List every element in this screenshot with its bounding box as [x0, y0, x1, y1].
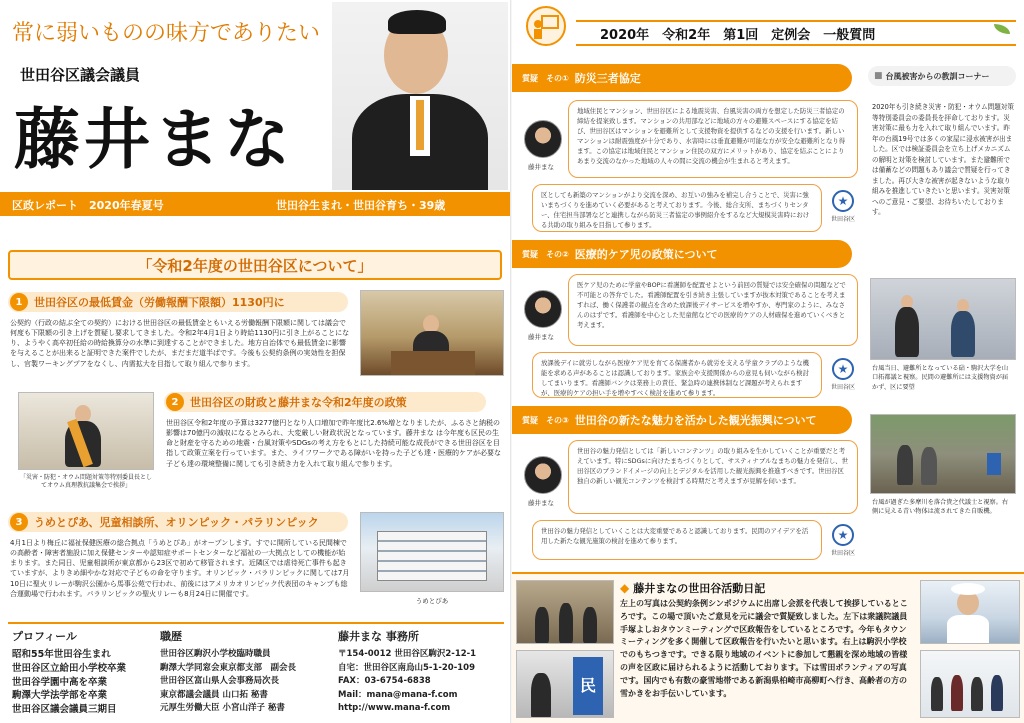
question-2-text: 医ケア児のために学童やBOPに看護師を配置せよという前回の質疑では安全確保の問題などで不可能との答弁でした。看護師配置を引き続き主張していますが抜本対策であることを考えますれば、働く保護者の観点を含めた放課後デイサービスを増やすか、専門家のように、みなさんのはずです。看護師を中心とした児童館などでの医療的ケアの人材確保を進めていくべきと考えます。: [568, 274, 858, 346]
question-1-label: 質疑 その①: [522, 73, 569, 83]
umetopia-caption: うめとぴあ: [415, 597, 449, 605]
office-home: 自宅：世田谷区南烏山5-1-20-109: [338, 662, 475, 673]
office-block: [338, 628, 508, 716]
town-meeting-photo: 民: [516, 650, 614, 718]
career-item: 元厚生労働大臣 小宮山洋子 秘書: [160, 703, 285, 714]
ward-logo: ★ 世田谷区: [824, 524, 862, 557]
symposium-photo: [516, 580, 614, 644]
question-3-header: [512, 406, 852, 434]
career-item: 駒澤大学同窓会東京都支部 副会長: [160, 662, 297, 673]
profile-item: 世田谷区議会議員三期目: [12, 704, 117, 716]
section-1-heading: [8, 292, 348, 312]
headline-box: [8, 250, 502, 280]
questioner-portrait: [524, 290, 562, 328]
answer-3-text: 世田谷の魅力発信としていくことは大変重要であると認識しております。民間のアイデアを活用した新たな観光施策の検討を進めて参ります。: [532, 520, 822, 560]
profile-item: 昭和55年世田谷生まれ: [12, 649, 111, 660]
ward-label: 世田谷区: [830, 216, 855, 223]
section-1-number: 1: [10, 293, 28, 311]
section-3-body: 4月1日より梅丘に福祉保健医療の総合拠点「うめとぴあ」がオープンします。すでに開所している民間棟での高齢者・障害者施設に加え保健センターや認知症サポートセンターなど福祉の一大拠点としての機能が始まります。また同日、児童相談所が東京都から23区で初めて移管されます。近隣区では虐待死亡事件も起きていますが、よりきめ細やかな対応で子どもの命を守ります。オリンピック・パラリンピックに関しては7月10日に聖火リレーが駒沢公園から馬事公苑で行われ、前後にはアメリカオリンピック代表団のキャンプも総合運動場で行われます。パラリンピックの聖火リレーも8月24日に開催です。: [10, 539, 350, 598]
snow-volunteer-photo: [920, 650, 1020, 718]
question-3-text: 世田谷の魅力発信としては「新しいコンテンツ」の取り組みを生かしていくことが重要だと考えています。特にSDGsに向けたまちづくりとして、サスティナブルなまちの魅力を発信し、世田谷区のブランドイメージの向上とデジタルを活用した観光振興を推進すべきです。世田谷区独自の新しい観光コンテンツを検討する時期だと考えますが見解を伺います。: [568, 440, 858, 514]
mochitsuki-photo: [920, 580, 1020, 644]
diary-body: 左上の写真は公契約条例シンポジウムに出席し会派を代表して挨拶しているところです。この場で頂いたご意見を元に議会で質疑致しました。左下は衆議院議員手塚よしおタウンミーティングで区政報告をしているところです。今年もタウンミーティングを多く開催して区政報告を行いたいと思います。右上は駒沢小学校でのもちつきです。できる限り地域のイベントに参加して懇親を深め地域の皆様の声を区政に届けられるように活動しております。下は雪田ボランティアの写真です。国内でも有数の豪雪地帯である新潟県柏崎市高柳町へ行き、高齢者の方の雪かきをお手伝いしています。: [620, 599, 908, 698]
section-3-title: うめとぴあ、児童相談所、オリンピック・パラリンピック: [34, 516, 319, 529]
ward-logo: ★ 世田谷区: [824, 358, 862, 391]
questioner-label: 藤井まな: [528, 333, 554, 341]
office-address: 〒154-0012 世田谷区駒沢2-12-1: [338, 649, 477, 659]
sidebar-body: 2020年も引き続き災害・防犯・オウム問題対策等特別委員会の委員長を拝命しております。災害対策に最も力を入れて取り組んでいます。昨年の台風19号では多くの家屋に浸水被害が出ました。区では検証委員会を立ち上げメカニズムの解明と対策を検討しています。また避難所では備蓄などの問題もあり議会で質疑を行ってきました。再び大きな被害が起きないような取り組みを推進していきたいと思います。災害対策へのご意見・ご要望、お待ちいたしております。: [872, 103, 1014, 217]
career-item: 世田谷区富山県人会事務局次長: [160, 676, 280, 687]
office-fax: FAX：03-6754-6838: [338, 676, 431, 687]
career-item: 東京都議会議員 山口拓 秘書: [160, 689, 268, 700]
answer-2-text: 放課後デイに就労しながら医療ケア児を育てる保護者から就労を支える学童クラブのような機能を求める声があることは認識しております。家族会や支援関係からの意見も伺いながら検討してまいります。看護師バンクは業務上の責任、緊急時の連携体制など課題が考えられますが、医療的ケアの担い手を増やすべく検討を進めて参ります。: [532, 352, 822, 398]
position-title: 世田谷区議会議員: [20, 66, 141, 84]
assembly-photo: [360, 290, 504, 376]
question-3-label: 質疑 その③: [522, 415, 569, 425]
profile-title: プロフィール: [12, 630, 77, 643]
river-photo: [870, 414, 1016, 494]
office-title: 藤井まな 事務所: [338, 630, 419, 643]
office-website-link[interactable]: http://www.mana-f.com: [338, 703, 451, 714]
section-2-title: 世田谷区の財政と藤井まな令和2年度の政策: [190, 396, 407, 409]
info-icon: ■: [874, 71, 883, 81]
rally-caption: 「災害・防犯・オウム問題対策等特別委員長としてオウム真理教抗議集会で挨拶」: [20, 474, 152, 490]
sidebar-title-box: [868, 66, 1016, 86]
headline-text: 「令和2年度の世田谷区について」: [137, 256, 373, 275]
section-3-heading: [8, 512, 348, 532]
diary-title: 藤井まなの世田谷活動日記: [633, 582, 766, 595]
ward-label: 世田谷区: [830, 384, 855, 391]
section-2-heading: [164, 392, 486, 412]
ward-logo: ★ 世田谷区: [824, 190, 862, 223]
profile-item: 世田谷区立給田小学校卒業: [12, 662, 127, 674]
teacher-icon: [526, 6, 566, 46]
candidate-name: 藤井まな: [14, 100, 294, 178]
report-issue: 区政レポート 2020年春夏号: [12, 199, 164, 212]
profile-block: [12, 628, 152, 717]
question-1-title: 防災三者協定: [574, 72, 641, 85]
question-1-text: 地域住民とマンション、世田谷区による地震災害、台風災害の両方を想定した防災三者協定の締結を提案致します。マンションの共用部などに地域の方々の避難スペースにする協定を結び、世田谷区はマンションを避難所として支援物資を提供するなどの支援を行います。新しいマンションは耐震強度が十分であり、水害時には垂直避難が可能な方が安全な避難所となり得ます。この協定は地域住民とマンション住民の双方にメリットがあり、協定を結ぶことによりあまり交流のなかった地域の人々の間に交流の機会が生まれると考えます。: [568, 100, 858, 178]
diary-header: [620, 580, 765, 596]
evacuation-caption: 台風当日、避難所となっている砧・駒沢大学を山口拓都議と視察。民間の避難所には支援物資が届かず、区に要望: [872, 365, 1009, 391]
section-2-number: 2: [166, 393, 184, 411]
question-2-label: 質疑 その②: [522, 249, 569, 259]
questioner-portrait: [524, 120, 562, 158]
section-1-body: 公契約（行政の結ぶ全ての契約）における世田谷区の最低賃金ともいえる労働報酬下限額に関しては議会で何度も下限額の引き上げを質疑し要求してきました。令和2年4月1日より時給1130円に引き上がることになり、ようやく高卒初任給の時給換算分の水準に到達することができました。地方自治体でも最低賃金に影響を与えることが出来ると証明できた案件でしたが、まだまだ道半ばです。今後も公契約条例の実効性を担保し、官製ワーキングプアをなくし、内需拡大を目指して取り組んで参ります。: [10, 319, 350, 368]
career-block: [160, 628, 328, 716]
profile-item: 駒澤大学法学部を卒業: [12, 690, 108, 702]
answer-1-text: 区としても新築のマンションがより交流を深め、お互いの強みを補完し合うことで、災害に強いまちづくりを進めていく必要があると考えております。今後、総合支所、まちづくりセンター、住宅担当部署などと連携しながら防災三者協定の事例紹介をするなど大規模災害時における共助の取り組みを目指して参ります。: [532, 184, 822, 232]
session-title: 2020年 令和2年 第1回 定例会 一般質問: [600, 28, 876, 43]
rally-photo: [18, 392, 154, 470]
questioner-portrait: [524, 456, 562, 494]
questioner-label: 藤井まな: [528, 163, 554, 171]
profile-item: 世田谷学園中高を卒業: [12, 676, 108, 688]
diary-star-icon: ◆: [620, 581, 630, 595]
section-1-title: 世田谷区の最低賃金（労働報酬下限額）1130円に: [34, 296, 285, 309]
river-caption: 台風が過ぎた多摩川を落合貴之代議士と視察。右側に見える青い物体は流されてきた自販機。: [872, 499, 1009, 516]
career-title: 職歴: [160, 630, 182, 643]
slogan: 常に弱いものの味方でありたい: [12, 21, 321, 46]
career-item: 世田谷区駒沢小学校臨時職員: [160, 649, 271, 659]
question-2-title: 医療的ケア児の政策について: [574, 248, 718, 261]
evacuation-photo: [870, 278, 1016, 360]
question-2-header: [512, 240, 852, 268]
ward-label: 世田谷区: [830, 550, 855, 557]
question-1-header: [512, 64, 852, 92]
question-3-title: 世田谷の新たな魅力を活かした観光振興について: [574, 414, 817, 427]
right-page: [512, 0, 1024, 723]
umetopia-photo: [360, 512, 504, 592]
profile-tagline: 世田谷生まれ・世田谷育ち・39歳: [276, 199, 446, 212]
office-email-link[interactable]: Mail：mana@mana-f.com: [338, 689, 458, 700]
sidebar-title: 台風被害からの教訓コーナー: [885, 71, 990, 81]
section-2-body: 世田谷区令和2年度の予算は3277億円となり人口増加で昨年度比2.6%増となりましたが、ふるさと納税の影響は70億円の減収になるとみられ、大変厳しい財政状況となっています。藤井まな は今年度も区民の生命と財産を守るための地震・台風対策やSDGsの考え方をもとにした持続可能な成長ができる世田谷区を目指して政策立案を行っています。また、ライフワークである障がいを持った子ども達・医療的ケアが必要な子ども達の環境整備に関しても引き続き力を入れて取り組んで参ります。: [166, 419, 502, 468]
candidate-photo: [332, 2, 508, 190]
section-3-number: 3: [10, 513, 28, 531]
questioner-label: 藤井まな: [528, 499, 554, 507]
